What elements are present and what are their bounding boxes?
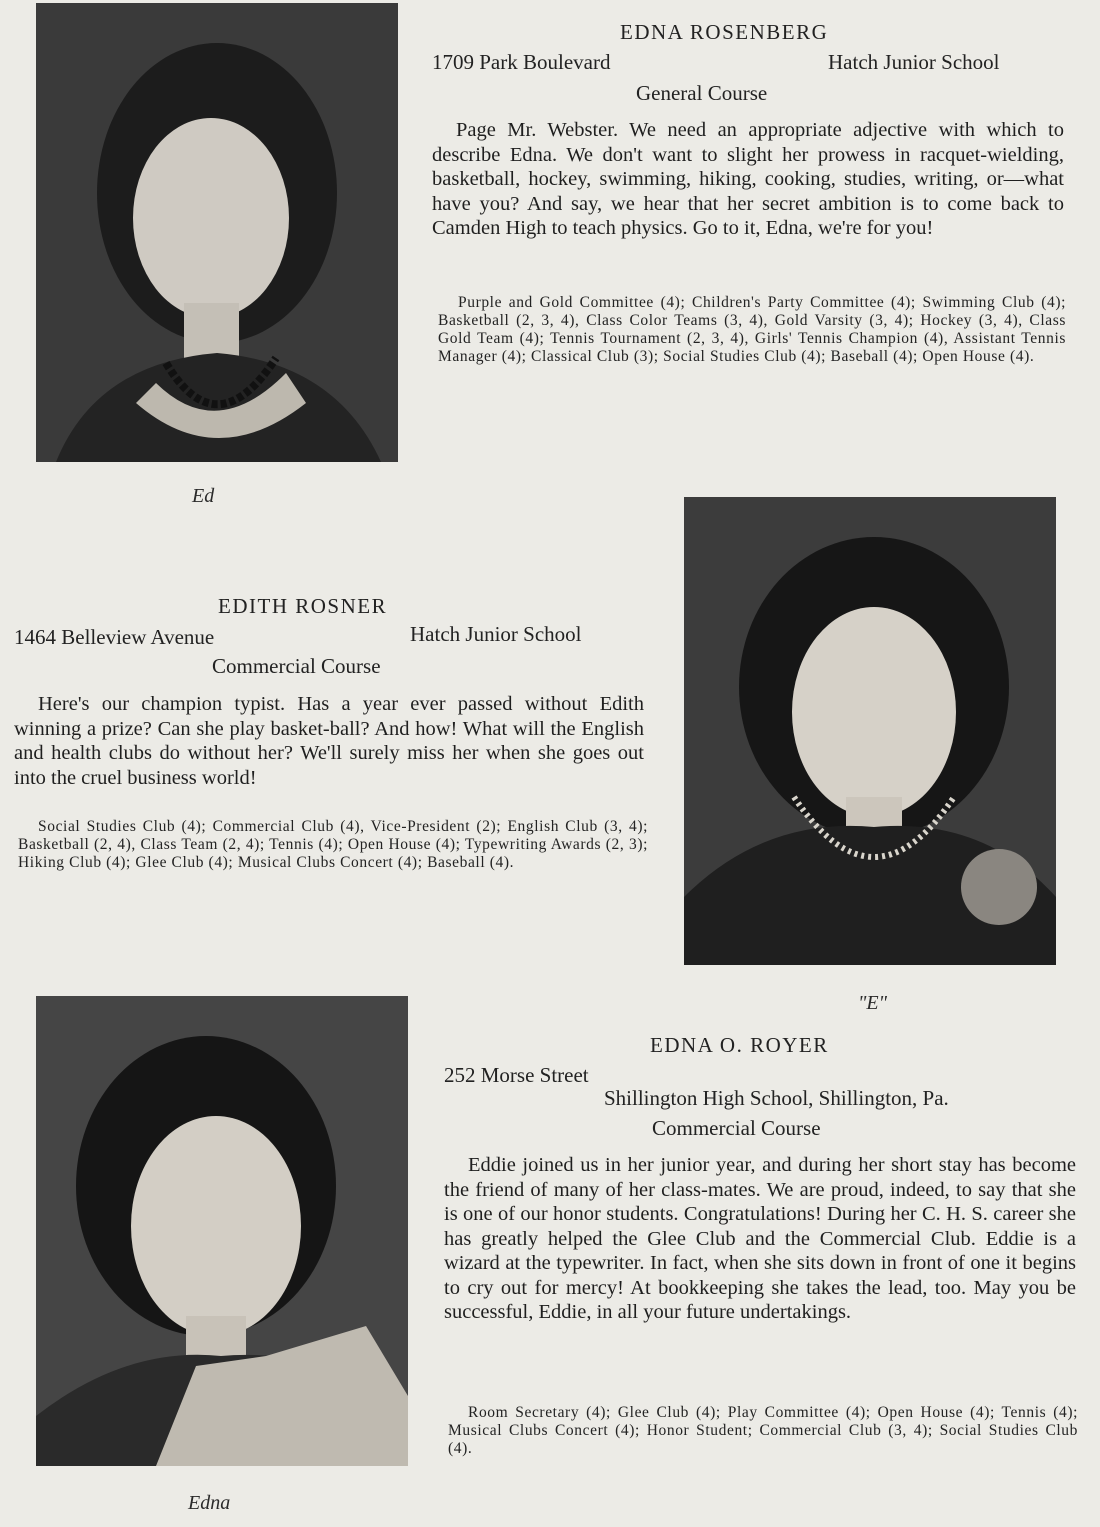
- student-name: EDNA O. ROYER: [650, 1033, 829, 1057]
- student-course: General Course: [636, 81, 768, 105]
- portrait-photo-edith-rosner: [684, 497, 1056, 965]
- portrait-photo-edna-royer: [36, 996, 408, 1466]
- student-activities: Purple and Gold Committee (4); Children's Party Committee (4); Swimming Club (4); Basketball (2, 3, 4), Class Color Teams (3, 4), Gold Varsity (3, 4); Hockey (3, 4), Class Gold Team (4); Tennis Tournament (2, 3, 4), Girls' Tennis Champion (4), Assistant Tennis Manager (4); Classical Club (3); Social Studies Club (4); Baseball (4); Open House (4).: [438, 294, 1066, 365]
- student-activities: Social Studies Club (4); Commercial Club (4), Vice-President (2); English Club (3, 4); Basketball (2, 4), Class Team (2, 4); Tennis (4); Open House (4); Typewriting Awards (2, 3); Hiking Club (4); Glee Club (4); Musical Clubs Concert (4); Baseball (4).: [18, 818, 648, 871]
- student-course: Commercial Course: [652, 1116, 821, 1140]
- student-name: EDNA ROSENBERG: [620, 20, 829, 44]
- student-school: Hatch Junior School: [828, 50, 1000, 74]
- student-course: Commercial Course: [212, 654, 381, 678]
- nickname: "E": [858, 992, 888, 1014]
- student-address: 1464 Belleview Avenue: [14, 625, 215, 649]
- student-address: 252 Morse Street: [444, 1063, 589, 1087]
- nickname: Edna: [188, 1492, 231, 1514]
- student-name: EDITH ROSNER: [218, 594, 388, 618]
- nickname: Ed: [192, 485, 215, 507]
- portrait-photo-edna-rosenberg: [36, 3, 398, 462]
- student-bio: Page Mr. Webster. We need an appropriate adjective with which to describe Edna. We don't want to slight her prowess in racquet-wielding, basketball, hockey, swimming, hiking, cooking, studies, writing, or—what have you? And say, we hear that her secret ambition is to come back to Camden High to teach physics. Go to it, Edna, we're for you!: [432, 119, 1064, 239]
- student-bio: Eddie joined us in her junior year, and during her short stay has become the friend of many of her class-mates. We are proud, indeed, to say that she is one of our honor students. Congratulations! During her C. H. S. career she has greatly helped the Glee Club and the Commercial Club. Eddie is a wizard at the typewriter. In fact, when she sits down in front of one it begins to cry out for mercy! At bookkeeping she takes the lead, too. May you be successful, Eddie, in all your future undertakings.: [444, 1154, 1076, 1323]
- student-school: Hatch Junior School: [410, 622, 582, 646]
- student-school: Shillington High School, Shillington, Pa.: [604, 1086, 949, 1110]
- student-address: 1709 Park Boulevard: [432, 50, 611, 74]
- student-bio: Here's our champion typist. Has a year ever passed without Edith winning a prize? Can she play basket-ball? And how! What will the English and health clubs do without her? We'll surely miss her when she goes out into the cruel business world!: [14, 693, 644, 789]
- student-activities: Room Secretary (4); Glee Club (4); Play Committee (4); Open House (4); Tennis (4); Musical Clubs Concert (4); Honor Student; Commercial Club (3, 4); Social Studies Club (4).: [448, 1404, 1078, 1457]
